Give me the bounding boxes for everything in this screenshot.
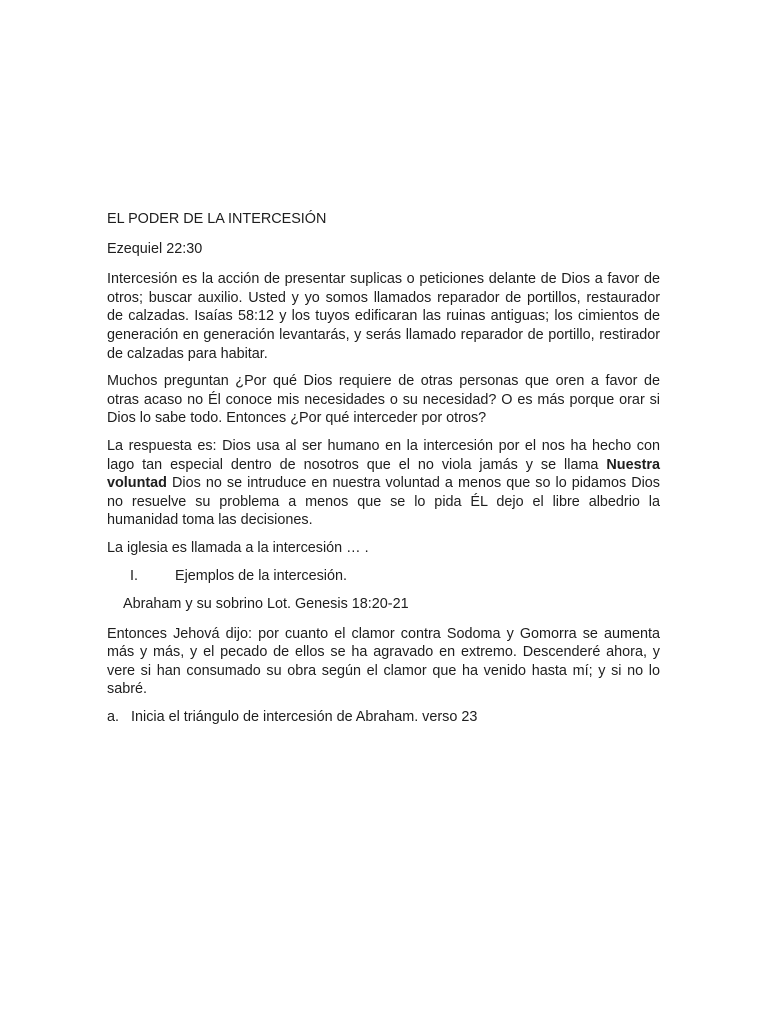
- list-item-examples: [130, 567, 660, 586]
- subheading: Abraham y su sobrino Lot. Genesis 18:20-21: [123, 596, 409, 613]
- sub-list-marker: a.: [107, 709, 120, 726]
- sub-list-item-text: Inicia el triángulo de intercesión de Abraham. verso 23: [131, 709, 478, 726]
- sub-list-item: [107, 708, 660, 727]
- paragraph-church: La iglesia es llamada a la intercesión … .: [107, 539, 369, 556]
- paragraph-answer: [107, 437, 660, 530]
- list-marker: I.: [130, 567, 138, 584]
- answer-bold-phrase: Nuestra voluntad: [107, 456, 660, 492]
- answer-text-end: Dios no se intruduce en nuestra voluntad a menos que so lo pidamos Dios no resuelve su problema a menos que se lo pida ÉL dejo el libre albedrio la humanidad toma las decisiones.: [107, 475, 660, 529]
- paragraph-genesis: Entonces Jehová dijo: por cuanto el clamor contra Sodoma y Gomorra se aumenta más y más, y el pecado de ellos se ha agravado en extremo. Descenderé ahora, y vere si han consumado su obra según el clamor que ha venido hasta mí; y si no lo sabré.: [107, 625, 660, 698]
- answer-text-start: La respuesta es: Dios usa al ser humano en la intercesión por el nos ha hecho con lago tan especial dentro de nosotros que el no viola jamás y se llama: [107, 437, 660, 473]
- scripture-reference: Ezequiel 22:30: [107, 240, 203, 257]
- paragraph-definition: Intercesión es la acción de presentar suplicas o peticiones delante de Dios a favor de otros; buscar auxilio. Usted y yo somos llamados reparador de portillos, restaurador de calzadas. Isaías 58:12 y los tuyos edificaran las ruinas antiguas; los cimientos de generación en generación levantarás, y serás llamado reparador de portillo, restirador de calzadas para habitar.: [107, 271, 660, 362]
- list-item-text: Ejemplos de la intercesión.: [175, 567, 347, 584]
- document-page: [107, 210, 660, 736]
- paragraph-question: Muchos preguntan ¿Por qué Dios requiere de otras personas que oren a favor de otras acaso no Él conoce mis necesidades o su necesidad? O es más porque orar si Dios lo sabe todo. Entonces ¿Por qué interceder por otros?: [107, 373, 660, 427]
- document-title: EL PODER DE LA INTERCESIÓN: [107, 211, 327, 227]
